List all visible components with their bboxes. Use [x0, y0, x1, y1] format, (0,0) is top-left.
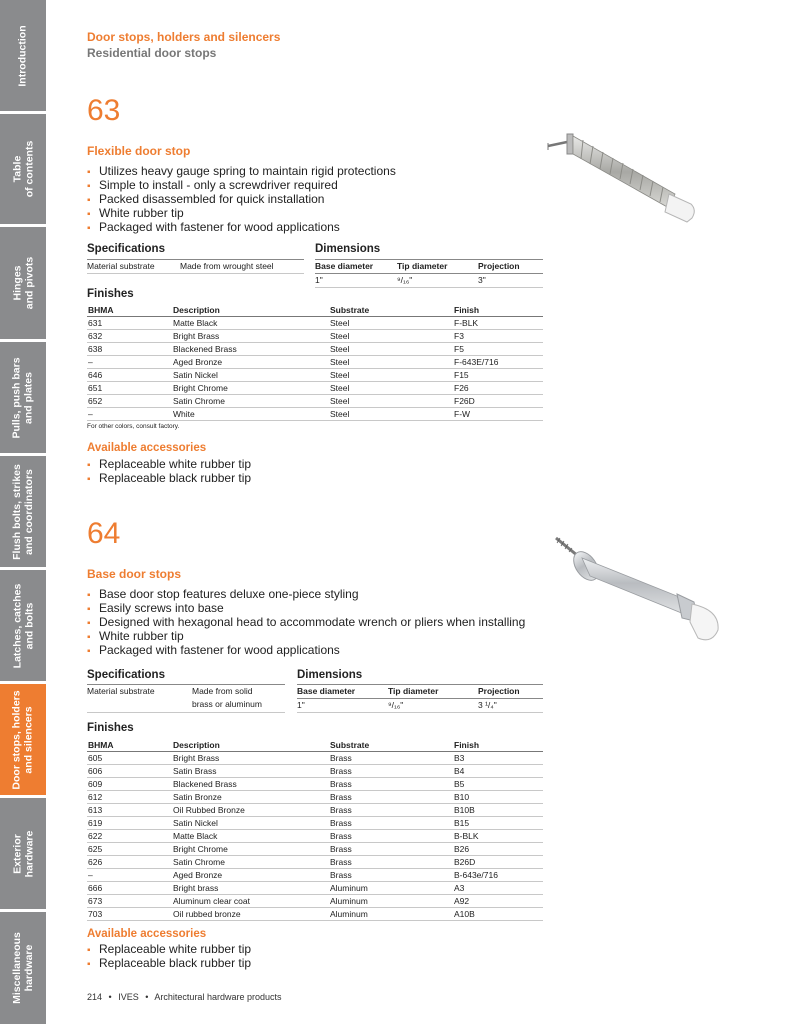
feature-item: ▪ Packaged with fastener for wood applications [87, 643, 525, 657]
table-header-row [87, 738, 543, 752]
tab-door-stops[interactable] [0, 684, 46, 795]
feature-item: ▪ Easily screws into base [87, 601, 525, 615]
tab-miscellaneous-hardware[interactable] [0, 912, 46, 1024]
feature-item: ▪ White rubber tip [87, 206, 396, 220]
divider [87, 259, 304, 260]
cell-bhma: 703 [87, 908, 172, 921]
cell-finish: F26 [453, 382, 543, 395]
cell-description: Bright Brass [172, 330, 329, 343]
table-row [87, 765, 543, 778]
cell-description: Oil rubbed bronze [172, 908, 329, 921]
cell-finish: F15 [453, 369, 543, 382]
cell-finish: B-BLK [453, 830, 543, 843]
column-header: Description [172, 303, 329, 317]
spec-value-line2: brass or aluminum [192, 699, 262, 709]
divider [315, 273, 543, 274]
spec-value-line1: Made from solid [192, 686, 253, 696]
dim-value-tip: ⁹/₁₆" [397, 275, 413, 285]
base-door-stop-image [552, 532, 724, 650]
column-header: Substrate [329, 738, 453, 752]
cell-substrate: Steel [329, 369, 453, 382]
cell-description: Satin Chrome [172, 395, 329, 408]
page-footer [87, 992, 285, 1002]
tab-label: Introduction [17, 24, 29, 87]
cell-substrate: Brass [329, 856, 453, 869]
table-row [87, 408, 543, 421]
feature-item: ▪ Packaged with fastener for wood applications [87, 220, 396, 234]
cell-substrate: Steel [329, 382, 453, 395]
separator: • [145, 992, 149, 1002]
spec-row [87, 686, 285, 710]
cell-description: Aluminum clear coat [172, 895, 329, 908]
cell-description: Bright Chrome [172, 843, 329, 856]
feature-item: ▪ Simple to install - only a screwdriver required [87, 178, 396, 192]
table-row [87, 817, 543, 830]
table-row [87, 395, 543, 408]
cell-description: White [172, 408, 329, 421]
accessory-item: ▪ Replaceable white rubber tip [87, 457, 251, 471]
cell-substrate: Aluminum [329, 882, 453, 895]
tab-label: Exterior hardware [11, 830, 35, 877]
column-header: Description [172, 738, 329, 752]
specifications-title: Specifications [87, 243, 165, 255]
cell-bhma: 605 [87, 752, 172, 765]
table-row [87, 369, 543, 382]
product-number: 64 [87, 517, 121, 550]
specifications-title: Specifications [87, 669, 165, 681]
cell-bhma: 613 [87, 804, 172, 817]
divider [87, 684, 285, 685]
finishes-table [87, 738, 543, 921]
cell-finish: B3 [453, 752, 543, 765]
cell-substrate: Steel [329, 343, 453, 356]
divider [297, 698, 543, 699]
product-title: Flexible door stop [87, 144, 191, 158]
dim-header-projection: Projection [478, 686, 520, 696]
subcategory-title: Residential door stops [87, 46, 217, 60]
cell-substrate: Brass [329, 804, 453, 817]
section-name: Architectural hardware products [154, 992, 282, 1002]
dimensions-title: Dimensions [297, 669, 363, 681]
column-header: BHMA [87, 303, 172, 317]
table-row [87, 830, 543, 843]
category-title: Door stops, holders and silencers [87, 30, 281, 44]
divider [315, 259, 543, 260]
cell-description: Matte Black [172, 830, 329, 843]
finishes-title: Finishes [87, 288, 134, 300]
table-row [87, 382, 543, 395]
column-header: Finish [453, 303, 543, 317]
cell-description: Satin Brass [172, 765, 329, 778]
cell-finish: A3 [453, 882, 543, 895]
cell-finish: B26D [453, 856, 543, 869]
tab-label: Latches, catches and bolts [11, 583, 36, 668]
cell-finish: F26D [453, 395, 543, 408]
cell-finish: B10 [453, 791, 543, 804]
feature-item: ▪ White rubber tip [87, 629, 525, 643]
tab-pulls-push-bars[interactable] [0, 342, 46, 453]
tab-hinges-and-pivots[interactable] [0, 227, 46, 339]
cell-substrate: Steel [329, 317, 453, 330]
cell-bhma: 666 [87, 882, 172, 895]
cell-bhma: 612 [87, 791, 172, 804]
cell-substrate: Brass [329, 843, 453, 856]
dim-header-tip: Tip diameter [397, 261, 448, 271]
divider [297, 712, 543, 713]
spec-value: Made from wrought steel [180, 261, 274, 271]
cell-finish: A92 [453, 895, 543, 908]
cell-bhma: 609 [87, 778, 172, 791]
cell-finish: F-W [453, 408, 543, 421]
column-header: BHMA [87, 738, 172, 752]
table-header-row [87, 303, 543, 317]
footnote: For other colors, consult factory. [87, 423, 180, 430]
cell-description: Bright Brass [172, 752, 329, 765]
cell-description: Bright Chrome [172, 382, 329, 395]
accessories-list [87, 457, 251, 485]
cell-finish: B4 [453, 765, 543, 778]
cell-description: Aged Bronze [172, 869, 329, 882]
cell-bhma: 673 [87, 895, 172, 908]
dim-header-base: Base diameter [297, 686, 356, 696]
table-row [87, 856, 543, 869]
table-row [87, 778, 543, 791]
cell-substrate: Brass [329, 752, 453, 765]
feature-item: ▪ Packed disassembled for quick installation [87, 192, 396, 206]
spec-label: Material substrate [87, 261, 155, 271]
finishes-table [87, 303, 543, 421]
cell-bhma: 652 [87, 395, 172, 408]
brand-name: IVES [118, 992, 139, 1002]
tab-label: Table of contents [11, 140, 35, 198]
tab-latches-catches[interactable] [0, 570, 46, 681]
cell-description: Bright brass [172, 882, 329, 895]
cell-substrate: Aluminum [329, 895, 453, 908]
feature-item: ▪ Base door stop features deluxe one-piece styling [87, 587, 525, 601]
cell-bhma: – [87, 869, 172, 882]
cell-description: Matte Black [172, 317, 329, 330]
cell-substrate: Brass [329, 869, 453, 882]
table-row [87, 908, 543, 921]
finishes-title: Finishes [87, 722, 134, 734]
accessory-item: ▪ Replaceable black rubber tip [87, 956, 251, 970]
accessories-list [87, 942, 251, 970]
product-title: Base door stops [87, 567, 182, 581]
dim-header-tip: Tip diameter [388, 686, 439, 696]
cell-bhma: 626 [87, 856, 172, 869]
section-tabs [0, 0, 46, 1024]
cell-substrate: Brass [329, 765, 453, 778]
tab-flush-bolts[interactable] [0, 456, 46, 567]
tab-label: Miscellaneous hardware [11, 932, 35, 1004]
cell-substrate: Brass [329, 778, 453, 791]
tab-label: Hinges and pivots [11, 256, 36, 310]
cell-finish: F-BLK [453, 317, 543, 330]
feature-list [87, 587, 525, 657]
table-row [87, 804, 543, 817]
dimensions-title: Dimensions [315, 243, 381, 255]
dim-header-base: Base diameter [315, 261, 374, 271]
table-row [87, 843, 543, 856]
table-row [87, 317, 543, 330]
cell-bhma: 651 [87, 382, 172, 395]
table-row [87, 330, 543, 343]
cell-bhma: 622 [87, 830, 172, 843]
cell-substrate: Aluminum [329, 908, 453, 921]
tab-label: Flush bolts, strikes and coordinators [11, 463, 36, 560]
cell-substrate: Steel [329, 408, 453, 421]
cell-finish: B10B [453, 804, 543, 817]
cell-description: Blackened Brass [172, 778, 329, 791]
cell-finish: B15 [453, 817, 543, 830]
cell-substrate: Brass [329, 791, 453, 804]
table-row [87, 791, 543, 804]
dim-value-projection: 3" [478, 275, 486, 285]
dim-value-tip: ⁹/₁₆" [388, 700, 404, 710]
accessories-title: Available accessories [87, 442, 207, 454]
cell-substrate: Steel [329, 395, 453, 408]
cell-description: Satin Nickel [172, 817, 329, 830]
cell-bhma: 619 [87, 817, 172, 830]
cell-substrate: Steel [329, 330, 453, 343]
cell-finish: B-643e/716 [453, 869, 543, 882]
table-row [87, 752, 543, 765]
page-number: 214 [87, 992, 103, 1002]
cell-bhma: – [87, 408, 172, 421]
cell-finish: B5 [453, 778, 543, 791]
tab-label: Pulls, push bars and plates [11, 356, 36, 439]
cell-finish: F5 [453, 343, 543, 356]
table-row [87, 343, 543, 356]
column-header: Finish [453, 738, 543, 752]
feature-list [87, 164, 396, 234]
flexible-door-stop-image [545, 132, 700, 227]
dim-header-projection: Projection [478, 261, 520, 271]
accessory-item: ▪ Replaceable black rubber tip [87, 471, 251, 485]
cell-bhma: 631 [87, 317, 172, 330]
cell-substrate: Brass [329, 817, 453, 830]
accessory-item: ▪ Replaceable white rubber tip [87, 942, 251, 956]
dim-value-base: 1" [297, 700, 305, 710]
spec-label: Material substrate [87, 686, 155, 696]
feature-item: ▪ Utilizes heavy gauge spring to maintain rigid protections [87, 164, 396, 178]
table-row [87, 882, 543, 895]
tab-exterior-hardware[interactable] [0, 798, 46, 909]
cell-finish: A10B [453, 908, 543, 921]
cell-finish: F3 [453, 330, 543, 343]
cell-bhma: – [87, 356, 172, 369]
accessories-title: Available accessories [87, 928, 207, 940]
cell-finish: F-643E/716 [453, 356, 543, 369]
tab-introduction[interactable] [0, 0, 46, 111]
spec-row [87, 261, 304, 273]
cell-description: Satin Chrome [172, 856, 329, 869]
cell-description: Satin Nickel [172, 369, 329, 382]
cell-substrate: Brass [329, 830, 453, 843]
divider [87, 273, 304, 274]
separator: • [108, 992, 112, 1002]
cell-bhma: 638 [87, 343, 172, 356]
cell-description: Aged Bronze [172, 356, 329, 369]
divider [315, 287, 543, 288]
cell-bhma: 625 [87, 843, 172, 856]
dim-value-projection: 3 ¹/₄" [478, 700, 497, 710]
divider [87, 712, 285, 713]
tab-label: Door stops, holders and silencers [11, 689, 35, 790]
dim-value-base: 1" [315, 275, 323, 285]
product-number: 63 [87, 94, 121, 127]
cell-bhma: 606 [87, 765, 172, 778]
table-row [87, 869, 543, 882]
column-header: Substrate [329, 303, 453, 317]
cell-description: Satin Bronze [172, 791, 329, 804]
cell-bhma: 646 [87, 369, 172, 382]
cell-description: Blackened Brass [172, 343, 329, 356]
table-row [87, 895, 543, 908]
cell-finish: B26 [453, 843, 543, 856]
divider [297, 684, 543, 685]
cell-substrate: Steel [329, 356, 453, 369]
feature-item: ▪ Designed with hexagonal head to accommodate wrench or pliers when installing [87, 615, 525, 629]
table-row [87, 356, 543, 369]
tab-table-of-contents[interactable] [0, 114, 46, 224]
cell-bhma: 632 [87, 330, 172, 343]
cell-description: Oil Rubbed Bronze [172, 804, 329, 817]
